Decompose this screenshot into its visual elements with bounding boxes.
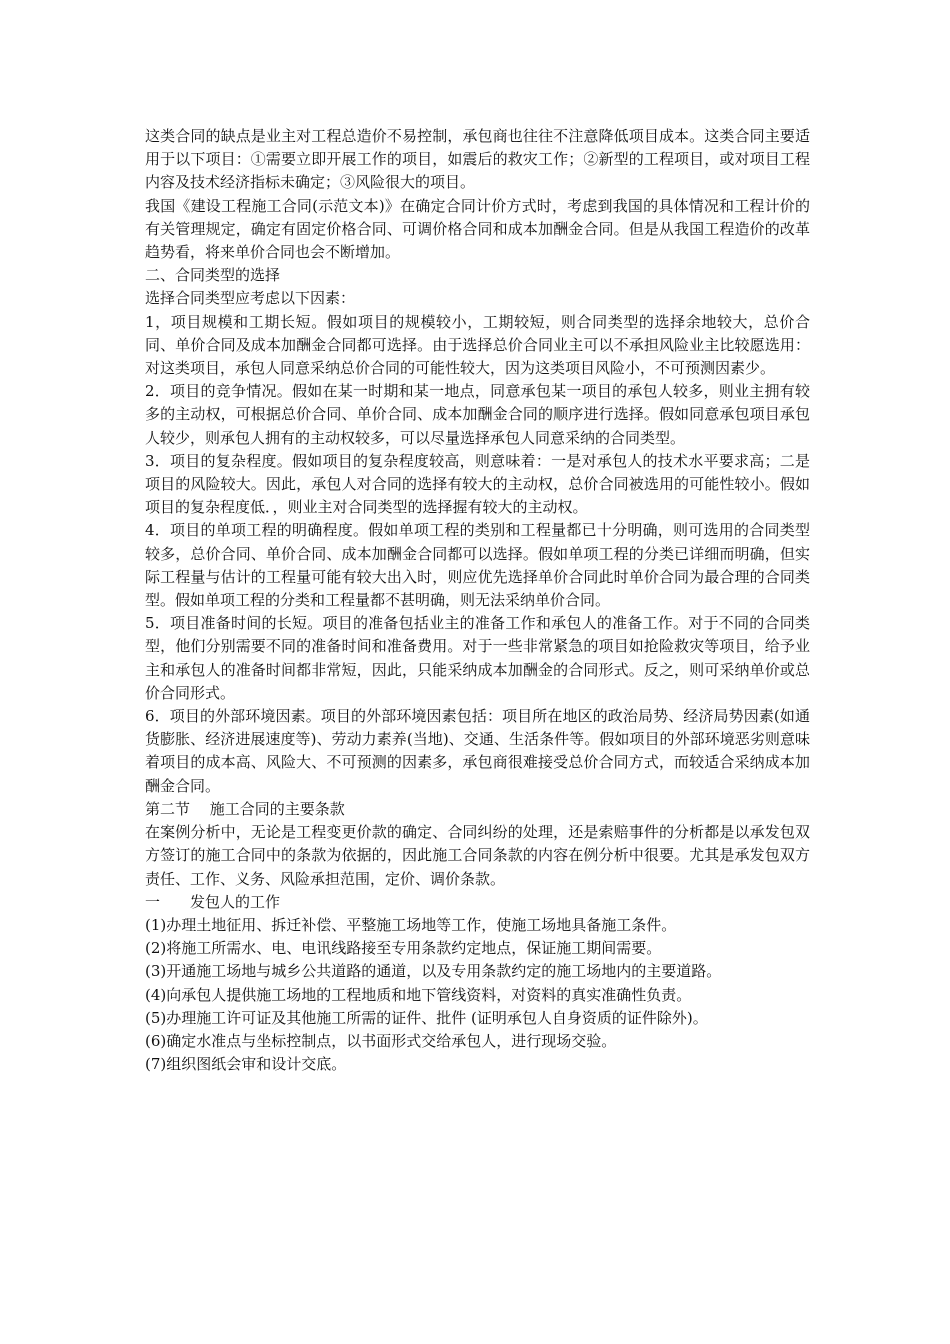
list-item-5: (5)办理施工许可证及其他施工所需的证件、批件 (证明承包人自身资质的证件除外)。 xyxy=(145,1008,708,1027)
list-item-3: (3)开通施工场地与城乡公共道路的通道，以及专用条款约定的施工场地内的主要道路。 xyxy=(145,962,722,981)
factor-external-environment: 6．项目的外部环境因素。项目的外部环境因素包括：项目所在地区的政治局势、经济局势因素(如通货膨胀、经济进展速度等)、劳动力素养(当地)、交通、生活条件等。假如项目的外部环境恶劣则意味着项目的成本高、风险大、不可预测的因素多，承包商很难接受总价合同方式，而较适合采纳成本加酬金合同。 xyxy=(145,707,810,795)
heading-section-2: 第二节 施工合同的主要条款 xyxy=(145,799,345,818)
list-item-6: (6)确定水准点与坐标控制点，以书面形式交给承包人，进行现场交验。 xyxy=(145,1031,617,1050)
paragraph-pricing-methods: 我国《建设工程施工合同(示范文本)》在确定合同计价方式时，考虑到我国的具体情况和工程计价的有关管理规定，确定有固定价格合同、可调价格合同和成本加酬金合同。但是从我国工程造价的改革趋势看，将来单价合同也会不断增加。 xyxy=(145,196,810,262)
list-item-4: (4)向承包人提供施工场地的工程地质和地下管线资料，对资料的真实准确性负责。 xyxy=(145,985,692,1004)
list-item-1: (1)办理土地征用、拆迁补偿、平整施工场地等工作，使施工场地具备施工条件。 xyxy=(145,915,677,934)
paragraph-contract-drawbacks: 这类合同的缺点是业主对工程总造价不易控制，承包商也往往不注意降低项目成本。这类合同主要适用于以下项目：①需要立即开展工作的项目，如震后的救灾工作；②新型的工程项目，或对项目工程内容及技术经济指标未确定；③风险很大的项目。 xyxy=(145,127,810,192)
factor-competition: 2．项目的竞争情况。假如在某一时期和某一地点，同意承包某一项目的承包人较多，则业主拥有较多的主动权，可根据总价合同、单价合同、成本加酬金合同的顺序进行选择。假如同意承包项目承包人较少，则承包人拥有的主动权较多，可以尽量选择承包人同意采纳的合同类型。 xyxy=(145,382,810,447)
paragraph-case-analysis: 在案例分析中，无论是工程变更价款的确定、合同纠纷的处理，还是索赔事件的分析都是以承发包双方签订的施工合同中的条款为依据的，因此施工合同条款的内容在例分析中很要。尤其是承发包双方责任、工作、义务、风险承担范围，定价、调价条款。 xyxy=(145,823,810,888)
factor-preparation-time: 5．项目准备时间的长短。项目的准备包括业主的准备工作和承包人的准备工作。对于不同的合同类型，他们分别需要不同的准备时间和准备费用。对于一些非常紧急的项目如抢险救灾等项目，给予业主和承包人的准备时间都非常短，因此，只能采纳成本加酬金的合同形式。反之，则可采纳单价或总价合同形式。 xyxy=(145,614,810,702)
factor-project-scale: 1，项目规模和工期长短。假如项目的规模较小，工期较短，则合同类型的选择余地较大，总价合同、单价合同及成本加酬金合同都可选择。由于选择总价合同业主可以不承担风险业主比较愿选用：对这类项目，承包人同意采纳总价合同的可能性较大，因为这类项目风险小，不可预测因素少。 xyxy=(145,312,810,378)
paragraph-selection-factors-intro: 选择合同类型应考虑以下因素： xyxy=(145,289,356,308)
heading-contract-type-selection: 二、合同类型的选择 xyxy=(145,266,281,285)
list-item-2: (2)将施工所需水、电、电讯线路接至专用条款约定地点，保证施工期间需要。 xyxy=(145,939,662,958)
heading-employer-work: 一 发包人的工作 xyxy=(145,892,281,911)
list-item-7: (7)组织图纸会审和设计交底。 xyxy=(145,1055,347,1074)
factor-unit-work-clarity: 4．项目的单项工程的明确程度。假如单项工程的类别和工程量都已十分明确，则可选用的合同类型较多，总价合同、单价合同、成本加酬金合同都可以选择。假如单项工程的分类已详细而明确，但实际工程量与估计的工程量可能有较大出入时，则应优先选择单价合同此时单价合同为最合理的合同类型。假如单项工程的分类和工程量都不甚明确，则无法采纳单价合同。 xyxy=(145,521,810,610)
factor-complexity: 3．项目的复杂程度。假如项目的复杂程度较高，则意味着：一是对承包人的技术水平要求高；二是项目的风险较大。因此，承包人对合同的选择有较大的主动权，总价合同被选用的可能性较小。假如项目的复杂程度低．，则业主对合同类型的选择握有较大的主动权。 xyxy=(145,451,810,517)
document-page xyxy=(145,125,810,1076)
